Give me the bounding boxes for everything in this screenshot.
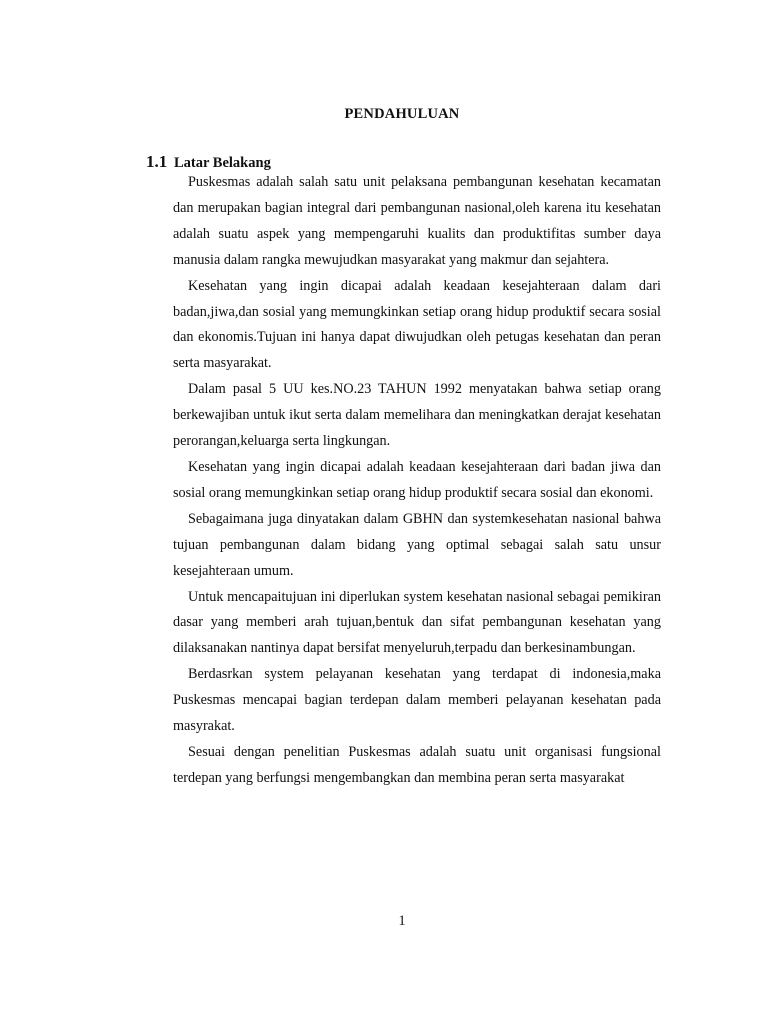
paragraph: Sesuai dengan penelitian Puskesmas adalah suatu unit organisasi fungsional terdepan yang berfungsi mengembangkan dan membina peran serta masyarakat <box>173 743 661 786</box>
paragraph: Dalam pasal 5 UU kes.NO.23 TAHUN 1992 menyatakan bahwa setiap orang berkewajiban untuk ikut serta dalam memelihara dan meningkatkan derajat kesehatan perorangan,keluarga serta lingkungan. <box>173 381 661 450</box>
section-number: 1.1 <box>146 152 168 171</box>
paragraph: Puskesmas adalah salah satu unit pelaksana pembangunan kesehatan kecamatan dan merupakan bagian integral dari pembangunan nasional,oleh karena itu kesehatan adalah suatu aspek yang mempengaruhi kualits dan produktifitas sumber daya manusia dalam rangka mewujudkan masyarakat yang makmur dan sejahtera. <box>173 174 661 268</box>
paragraph: Untuk mencapaitujuan ini diperlukan system kesehatan nasional sebagai pemikiran dasar yang memberi arah tujuan,bentuk dan sifat pembangunan kesehatan yang dilaksanakan nantinya dapat bersifat menyeluruh,terpadu dan berkesinambungan. <box>173 588 661 657</box>
chapter-title: PENDAHULUAN <box>344 106 460 122</box>
body-text <box>173 170 661 792</box>
paragraph: Kesehatan yang ingin dicapai adalah keadaan kesejahteraan dari badan jiwa dan sosial orang memungkinkan setiap orang hidup produktif secara sosial dan ekonomi. <box>173 458 661 501</box>
page-number: 1 <box>398 913 406 929</box>
paragraph: Sebagaimana juga dinyatakan dalam GBHN dan systemkesehatan nasional bahwa tujuan pembangunan dalam bidang yang optimal sebagai salah satu unsur kesejahteraan umum. <box>173 510 661 579</box>
section-title: Latar Belakang <box>174 155 271 171</box>
paragraph: Berdasrkan system pelayanan kesehatan yang terdapat di indonesia,maka Puskesmas mencapai bagian terdepan dalam memberi pelayanan kesehatan pada masyrakat. <box>173 666 661 735</box>
paragraph: Kesehatan yang ingin dicapai adalah keadaan kesejahteraan dalam dari badan,jiwa,dan sosial yang memungkinkan setiap orang hidup produktif secara sosial dan ekonomis.Tujuan ini hanya dapat diwujudkan oleh petugas kesehatan dan peran serta masyarakat. <box>173 277 661 372</box>
